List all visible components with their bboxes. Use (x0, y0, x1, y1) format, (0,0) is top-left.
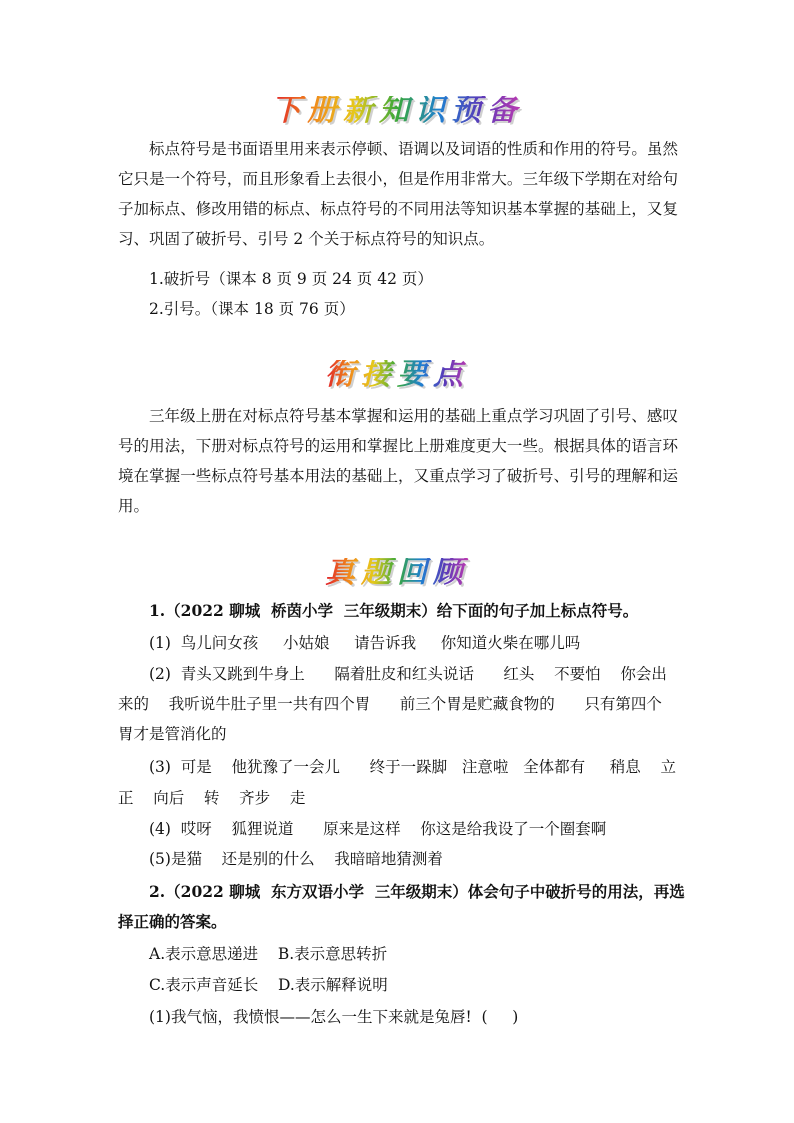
preview-item-1: 1.破折号（课本 8 页 9 页 24 页 42 页） (149, 270, 433, 288)
link-paragraph: 三年级上册在对标点符号基本掌握和运用的基础上重点学习巩固了引号、感叹号的用法，下册对标点符号的运用和掌握比上册难度更大一些。根据具体的语言环境在掌握一些标点符号基本用法的基础上，又重点学习了破折号、引号的理解和运用。 (118, 407, 678, 515)
preview-item-2: 2.引号。（课本 18 页 76 页） (149, 300, 355, 318)
q1-sentence-5: (5)是猫 还是别的什么 我暗暗地猜测着 (149, 850, 443, 868)
q1-sentence-3b: 正 向后 转 齐步 走 (118, 789, 306, 807)
q2-stem-a: 2.（2022 聊城 东方双语小学 三年级期末）体会句子中破折号的用法，再选 (149, 882, 685, 901)
q2-stem-b: 择正确的答案。 (118, 912, 227, 931)
preview-heading-text: 下册新知识预备 (271, 93, 523, 128)
link-heading (0, 357, 794, 396)
q1-sentence-2b: 来的 我听说牛肚子里一共有四个胃 前三个胃是贮藏食物的 只有第四个 (118, 695, 662, 713)
q2-options-ab: A.表示意思递进 B.表示意思转折 (149, 945, 388, 963)
q1-sentence-2a: (2) 青头又跳到牛身上 隔着肚皮和红头说话 红头 不要怕 你会出 (149, 665, 667, 683)
review-heading-text: 真题回顾 (325, 555, 469, 590)
q1-sentence-1: (1) 鸟儿问女孩 小姑娘 请告诉我 你知道火柴在哪儿吗 (149, 634, 581, 652)
preview-paragraph: 标点符号是书面语里用来表示停顿、语调以及词语的性质和作用的符号。虽然它只是一个符号，而且形象看上去很小，但是作用非常大。三年级下学期在对给句子加标点、修改用错的标点、标点符号的不同用法等知识基本掌握的基础上，又复习、巩固了破折号、引号 2 个关于标点符号的知识点。 (118, 140, 678, 248)
q2-options-cd: C.表示声音延长 D.表示解释说明 (149, 976, 388, 994)
q1-sentence-3a: (3) 可是 他犹豫了一会儿 终于一跺脚 注意啦 全体都有 稍息 立 (149, 758, 676, 776)
q2-sentence-1: (1)我气恼，我愤恨——怎么一生下来就是兔唇! ( ) (149, 1008, 519, 1026)
q1-stem: 1.（2022 聊城 桥茵小学 三年级期末）给下面的句子加上标点符号。 (149, 601, 639, 620)
q1-sentence-4: (4) 哎呀 狐狸说道 原来是这样 你这是给我设了一个圈套啊 (149, 820, 607, 838)
link-heading-text: 衔接要点 (325, 357, 469, 392)
review-heading (0, 555, 794, 594)
preview-heading (0, 93, 794, 132)
q1-sentence-2c: 胃才是管消化的 (118, 725, 227, 743)
